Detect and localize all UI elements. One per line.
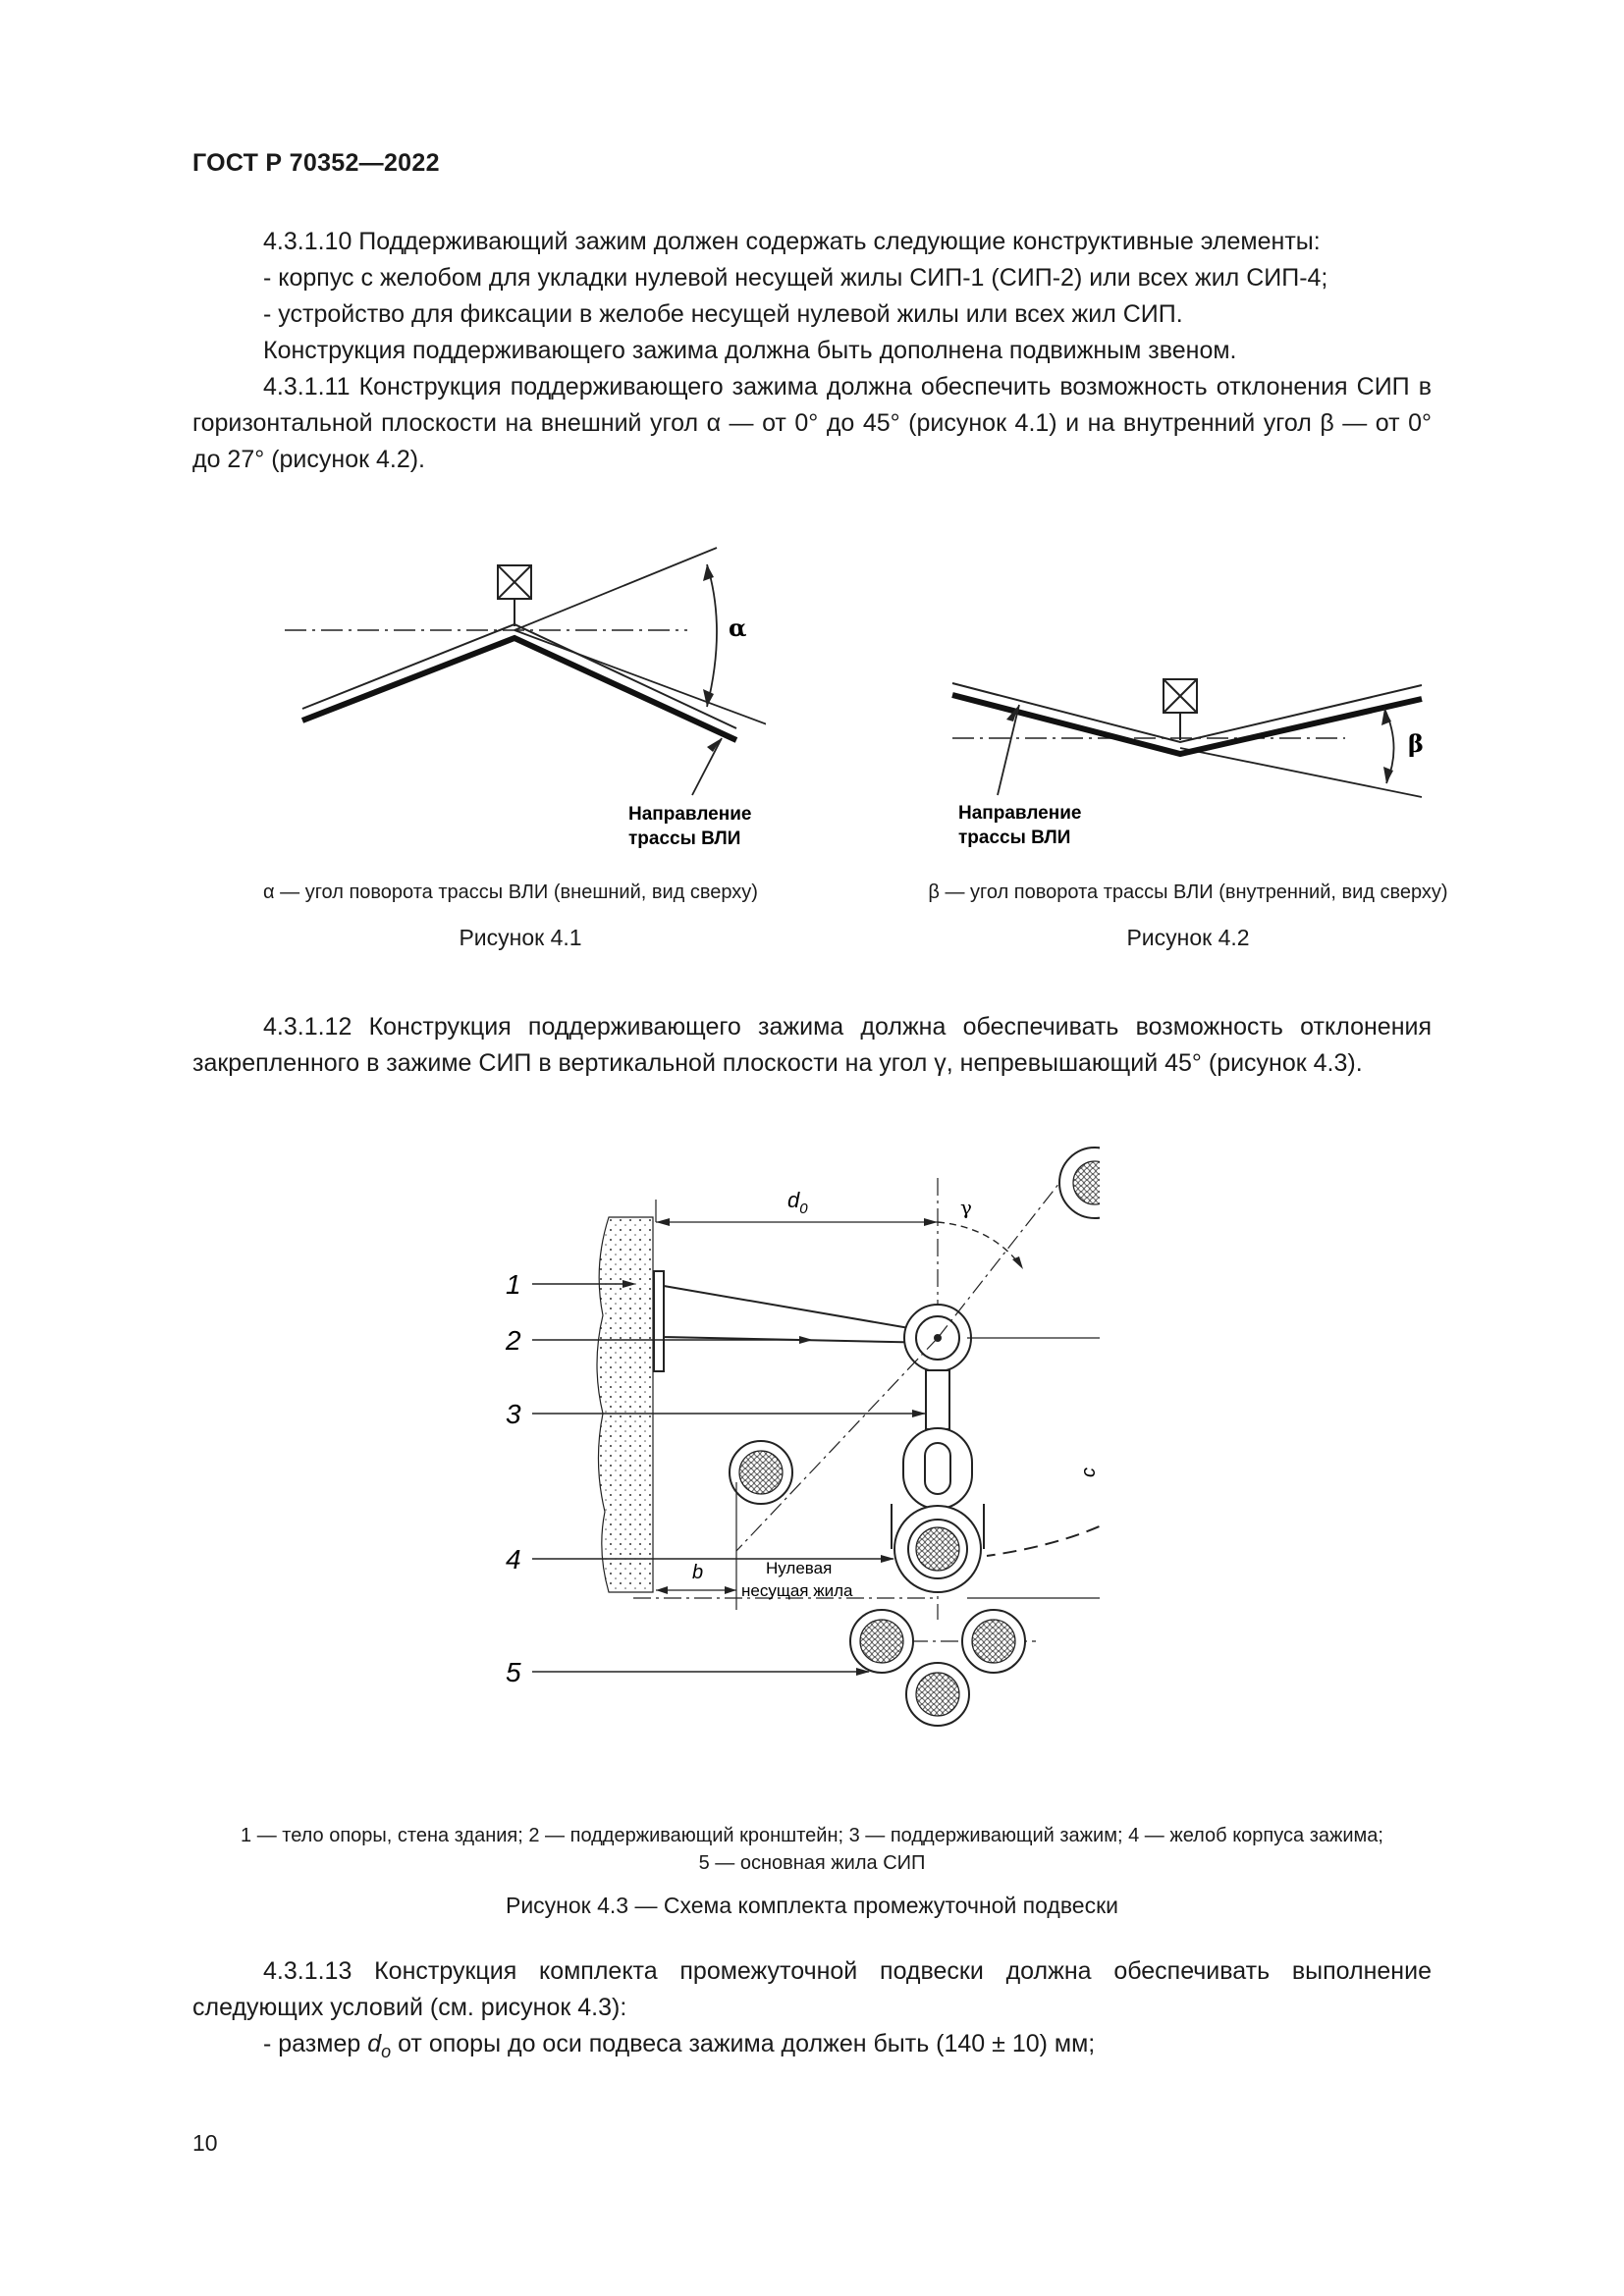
gamma-label: γ: [960, 1196, 972, 1219]
mid-section: [192, 1009, 1432, 1082]
paragraph-4-3-1-10: 4.3.1.10 Поддерживающий зажим должен содержать следующие конструктивные элементы:: [263, 228, 1321, 255]
angle-label: β: [1408, 729, 1424, 758]
callout-number: 4: [506, 1544, 521, 1575]
leader-line: [692, 738, 722, 795]
figure-4-2-caption: β — угол поворота трассы ВЛИ (внутренний, вид сверху): [928, 881, 1448, 903]
arrow-head: [725, 1586, 736, 1594]
route-label: трассы ВЛИ: [958, 828, 1071, 848]
main-core-wires: [860, 1620, 903, 1663]
figure-4-2-title: Рисунок 4.2: [1126, 925, 1250, 950]
list-item: - размер $d_o$ от опоры до оси подвеса зажима должен быть (140 ± 10) мм;: [263, 2030, 1096, 2061]
route-label: Направление: [628, 804, 752, 825]
gamma-arc: [938, 1222, 1021, 1266]
route-label: трассы ВЛИ: [628, 828, 741, 849]
side-cable-wires: [739, 1451, 783, 1494]
extension-line: [514, 548, 717, 630]
document-header: ГОСТ Р 70352—2022: [192, 149, 440, 177]
neutral-core-wires: [916, 1527, 959, 1571]
callout-number: 1: [506, 1269, 521, 1300]
bracket-plate: [654, 1271, 664, 1371]
deflected-line: [514, 630, 766, 731]
figure-4-1: [275, 530, 766, 864]
paragraph-4-3-1-11: 4.3.1.11 Конструкция поддерживающего зажима должна обеспечить возможность отклонения СИП в горизонтальной плоскости на внешний угол α — от 0° до 45° (рисунок 4.1) и на внутренний угол β — от 0° до 27° (рисунок 4.2).: [192, 373, 1432, 473]
arrow-head: [924, 1218, 938, 1226]
support-symbol: [498, 565, 531, 599]
neutral-core-label: несущая жила: [741, 1581, 853, 1600]
dim-c-label: c: [1078, 1468, 1100, 1477]
arrow-head: [656, 1218, 670, 1226]
main-core-wires: [972, 1620, 1015, 1663]
paragraph-4-3-1-13: 4.3.1.13 Конструкция комплекта промежуточной подвески должна обеспечивать выполнение следующих условий (см. рисунок 4.3):: [192, 1957, 1432, 2021]
arrow-head: [912, 1410, 926, 1417]
clamp-link: [926, 1370, 949, 1429]
callout-number: 3: [506, 1399, 521, 1429]
legend-line: 1 — тело опоры, стена здания; 2 — поддерживающий кронштейн; 3 — поддерживающий зажим; 4 — желоб корпуса зажима;: [241, 1825, 1383, 1846]
paragraph: Конструкция поддерживающего зажима должна быть дополнена подвижным звеном.: [263, 337, 1237, 364]
figure-4-2: [943, 648, 1434, 864]
paragraph-4-3-1-12: 4.3.1.12 Конструкция поддерживающего зажима должна обеспечивать возможность отклонения закрепленного в зажиме СИП в вертикальной плоскости на угол γ, непревышающий 45° (рисунок 4.3).: [192, 1013, 1432, 1077]
dim-b-label: b: [692, 1562, 704, 1583]
figure-4-3-title: Рисунок 4.3 — Схема комплекта промежуточной подвески: [505, 1893, 1119, 1918]
angle-arc: [707, 564, 717, 707]
figure-4-1-caption: α — угол поворота трассы ВЛИ (внешний, вид сверху): [263, 881, 758, 903]
arrow-head: [707, 738, 722, 752]
dim-d0-label: $d_0$: [787, 1188, 808, 1217]
main-core-wires: [916, 1673, 959, 1716]
arrow-head: [881, 1555, 894, 1563]
route-label: Направление: [958, 803, 1082, 824]
arrow-head: [656, 1586, 668, 1594]
legend-line: 5 — основная жила СИП: [698, 1852, 926, 1874]
wall-body: [597, 1217, 653, 1592]
clamp-slot: [925, 1443, 950, 1494]
support-symbol: [1164, 679, 1197, 713]
callout-number: 2: [506, 1325, 521, 1356]
figure-4-3: [471, 1139, 1100, 1767]
page-number: 10: [192, 2130, 218, 2156]
figure-4-1-title: Рисунок 4.1: [459, 925, 582, 950]
neutral-core-label: Нулевая: [766, 1559, 833, 1577]
callout-number: 5: [506, 1657, 521, 1687]
outro-section: [192, 1953, 1432, 2070]
angle-label: α: [729, 614, 747, 642]
list-item: - устройство для фиксации в желобе несущей нулевой жилы или всех жил СИП.: [263, 300, 1183, 328]
bracket-arm: [664, 1286, 938, 1343]
intro-section: [192, 224, 1432, 478]
figure-4-3-legend: [192, 1822, 1432, 1877]
list-item: - корпус с желобом для укладки нулевой несущей жилы СИП-1 (СИП-2) или всех жил СИП-4;: [263, 264, 1328, 292]
